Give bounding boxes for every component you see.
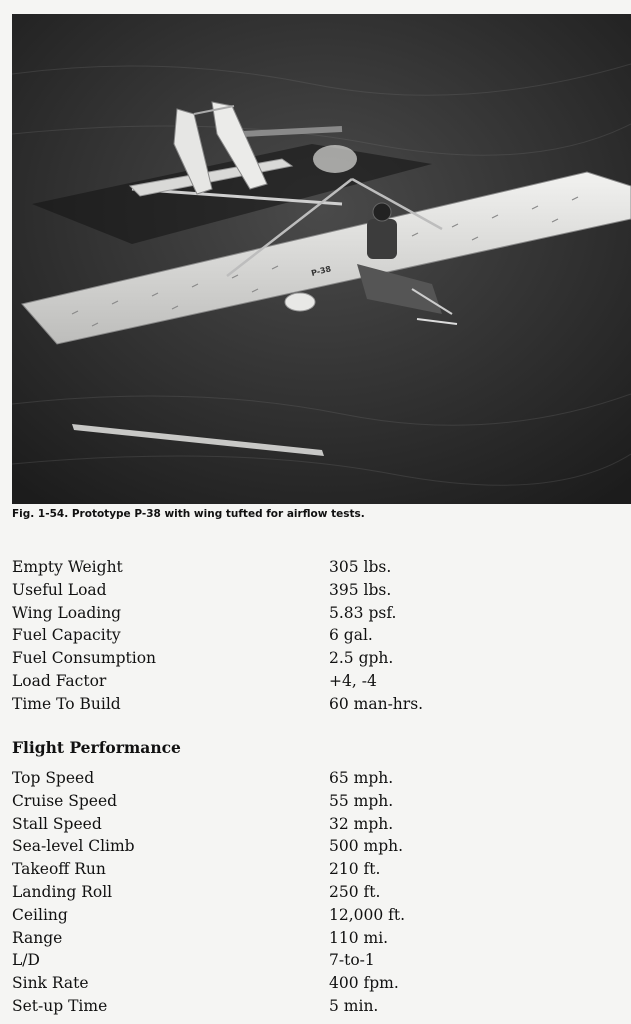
performance-label: Landing Roll <box>12 882 113 901</box>
performance-row <box>12 949 612 972</box>
performance-value: 5 min. <box>329 996 379 1015</box>
performance-label: Cruise Speed <box>12 791 118 810</box>
performance-label: Range <box>12 928 63 947</box>
aircraft-photo <box>12 14 631 504</box>
performance-row <box>12 835 612 858</box>
performance-row <box>12 767 612 790</box>
spec-value: 5.83 psf. <box>329 603 397 622</box>
spec-label: Wing Loading <box>12 603 122 622</box>
spec-value: 60 man-hrs. <box>329 694 424 713</box>
performance-row <box>12 881 612 904</box>
spec-row <box>12 602 612 625</box>
performance-label: Ceiling <box>12 905 68 924</box>
performance-row <box>12 972 612 995</box>
performance-row <box>12 858 612 881</box>
performance-value: 7-to-1 <box>329 951 375 970</box>
performance-value: 12,000 ft. <box>329 905 406 924</box>
performance-value: 250 ft. <box>329 882 381 901</box>
spec-value: 395 lbs. <box>329 580 392 599</box>
wing-marking: P-38 <box>310 264 333 278</box>
spec-row <box>12 579 612 602</box>
performance-label: Takeoff Run <box>12 860 106 879</box>
spec-value: 305 lbs. <box>329 558 392 576</box>
performance-label: Sea-level Climb <box>12 837 135 856</box>
aircraft-illustration <box>12 14 631 504</box>
spec-label: Empty Weight <box>12 558 123 576</box>
spec-row <box>12 556 612 579</box>
performance-label: Stall Speed <box>12 814 102 833</box>
performance-value: 400 fpm. <box>329 974 399 993</box>
performance-value: 500 mph. <box>329 837 404 856</box>
spec-row <box>12 647 612 670</box>
performance-label: Set-up Time <box>12 996 108 1015</box>
spec-label: Fuel Consumption <box>12 649 157 668</box>
performance-label: Top Speed <box>12 769 95 787</box>
performance-row <box>12 927 612 950</box>
specifications-table <box>12 556 612 716</box>
spec-label: Useful Load <box>12 580 107 599</box>
performance-row <box>12 995 612 1018</box>
spec-label: Load Factor <box>12 671 107 690</box>
performance-value: 32 mph. <box>329 814 394 833</box>
figure-caption: Fig. 1-54. Prototype P-38 with wing tufted for airflow tests. <box>12 508 365 520</box>
performance-row <box>12 790 612 813</box>
performance-label: Sink Rate <box>12 974 89 993</box>
performance-row <box>12 813 612 836</box>
performance-value: 65 mph. <box>329 769 394 787</box>
spec-label: Fuel Capacity <box>12 626 121 645</box>
flight-performance-table <box>12 767 612 1018</box>
flight-performance-heading: Flight Performance <box>12 738 181 757</box>
performance-value: 210 ft. <box>329 860 381 879</box>
spec-row <box>12 693 612 716</box>
spec-value: +4, -4 <box>329 671 377 690</box>
spec-value: 2.5 gph. <box>329 649 394 668</box>
performance-row <box>12 904 612 927</box>
spec-value: 6 gal. <box>329 626 373 645</box>
performance-label: L/D <box>12 951 40 970</box>
spec-label: Time To Build <box>12 694 121 713</box>
performance-value: 110 mi. <box>329 928 389 947</box>
performance-value: 55 mph. <box>329 791 394 810</box>
spec-row <box>12 670 612 693</box>
spec-row <box>12 624 612 647</box>
